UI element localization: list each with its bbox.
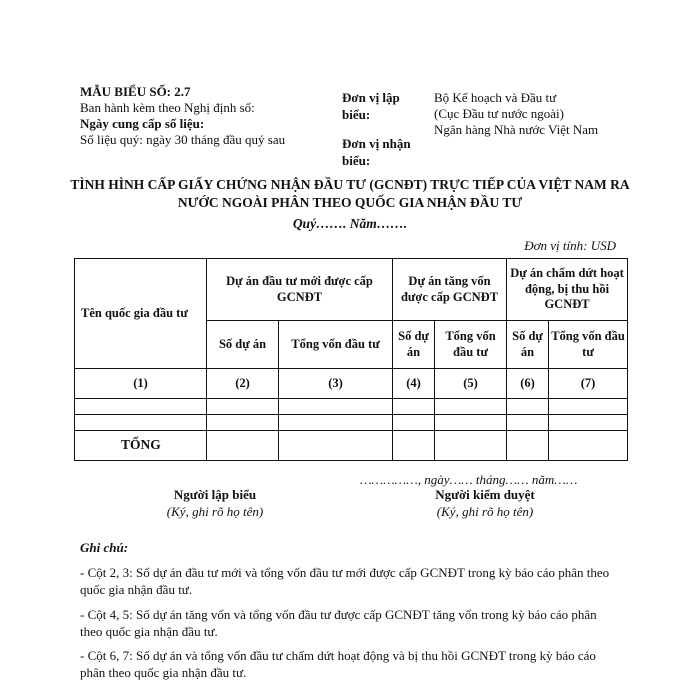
- header-increase-count: Số dự án: [393, 321, 435, 369]
- org-ministry-sub: (Cục Đầu tư nước ngoài): [434, 106, 564, 121]
- form-number: MẪU BIỂU SỐ: 2.7: [80, 84, 191, 99]
- report-period: Quý……. Năm…….: [292, 216, 408, 231]
- note-item: - Cột 4, 5: Số dự án tăng vốn và tổng vốn đầu tư được cấp GCNĐT tăng vốn trong kỳ báo cáo phân theo quốc gia nhận đầu tư.: [80, 606, 597, 639]
- supply-date-label: Ngày cung cấp số liệu:: [80, 116, 205, 131]
- header-group-increase: Dự án tăng vốn được cấp GCNĐT: [393, 259, 507, 321]
- unit-label: Đơn vị tính: USD: [524, 238, 616, 253]
- header-group-new: Dự án đầu tư mới được cấp GCNĐT: [207, 259, 393, 321]
- signature-preparer: [130, 487, 300, 521]
- header-increase-capital: Tổng vốn đầu tư: [435, 321, 507, 369]
- header-group-terminated: Dự án chấm dứt hoạt động, bị thu hồi GCNĐT: [507, 259, 628, 321]
- reviewer-title: Người kiểm duyệt: [435, 487, 535, 502]
- preparer-note: (Ký, ghi rõ họ tên): [166, 503, 264, 519]
- form-header-right: [434, 90, 674, 138]
- total-label: TỔNG: [75, 431, 207, 461]
- header-country: Tên quốc gia đầu tư: [75, 259, 207, 369]
- date-line: ……………, ngày…… tháng…… năm……: [360, 472, 578, 487]
- column-number: (7): [549, 369, 628, 399]
- org-ministry: Bộ Kế hoạch và Đầu tư: [434, 90, 557, 105]
- header-terminated-count: Số dự án: [507, 321, 549, 369]
- note-item: - Cột 6, 7: Số dự án và tổng vốn đầu tư chấm dứt hoạt động và bị thu hồi GCNĐT trong kỳ báo cáo phân theo quốc gia nhận đầu tư.: [80, 648, 596, 681]
- column-number-row: [75, 369, 628, 399]
- org-state-bank: Ngân hàng Nhà nước Việt Nam: [434, 122, 599, 137]
- table-row: [75, 399, 628, 415]
- column-number: (3): [279, 369, 393, 399]
- header-terminated-capital: Tổng vốn đầu tư: [549, 321, 628, 369]
- column-number: (4): [393, 369, 435, 399]
- form-header-left: [80, 84, 340, 148]
- reporting-unit-label: Đơn vị lập biểu:: [342, 90, 400, 122]
- column-number: (5): [435, 369, 507, 399]
- form-header-mid: [342, 90, 432, 168]
- notes-section: [80, 540, 620, 682]
- column-number: (6): [507, 369, 549, 399]
- header-new-count: Số dự án: [207, 321, 279, 369]
- notes-heading: Ghi chú:: [80, 540, 129, 555]
- receiving-unit-label: Đơn vị nhận biểu:: [342, 136, 411, 168]
- quarterly-data-note: Số liệu quý: ngày 30 tháng đầu quý sau: [80, 132, 286, 147]
- header-new-capital: Tổng vốn đầu tư: [279, 321, 393, 369]
- signature-reviewer: [400, 487, 570, 521]
- report-title: TÌNH HÌNH CẤP GIẤY CHỨNG NHẬN ĐẦU TƯ (GCNĐT) TRỰC TIẾP CỦA VIỆT NAM RA NƯỚC NGOÀI PHÂN THEO QUỐC GIA NHẬN ĐẦU TƯ: [70, 177, 630, 210]
- total-row: [75, 431, 628, 461]
- preparer-title: Người lập biểu: [173, 487, 257, 502]
- issued-by: Ban hành kèm theo Nghị định số:: [80, 100, 255, 115]
- report-table: [74, 258, 628, 461]
- reviewer-note: (Ký, ghi rõ họ tên): [436, 503, 534, 519]
- table-row: [75, 415, 628, 431]
- column-number: (1): [75, 369, 207, 399]
- column-number: (2): [207, 369, 279, 399]
- note-item: - Cột 2, 3: Số dự án đầu tư mới và tổng vốn đầu tư mới được cấp GCNĐT trong kỳ báo cáo phân theo quốc gia nhận đầu tư.: [80, 564, 610, 597]
